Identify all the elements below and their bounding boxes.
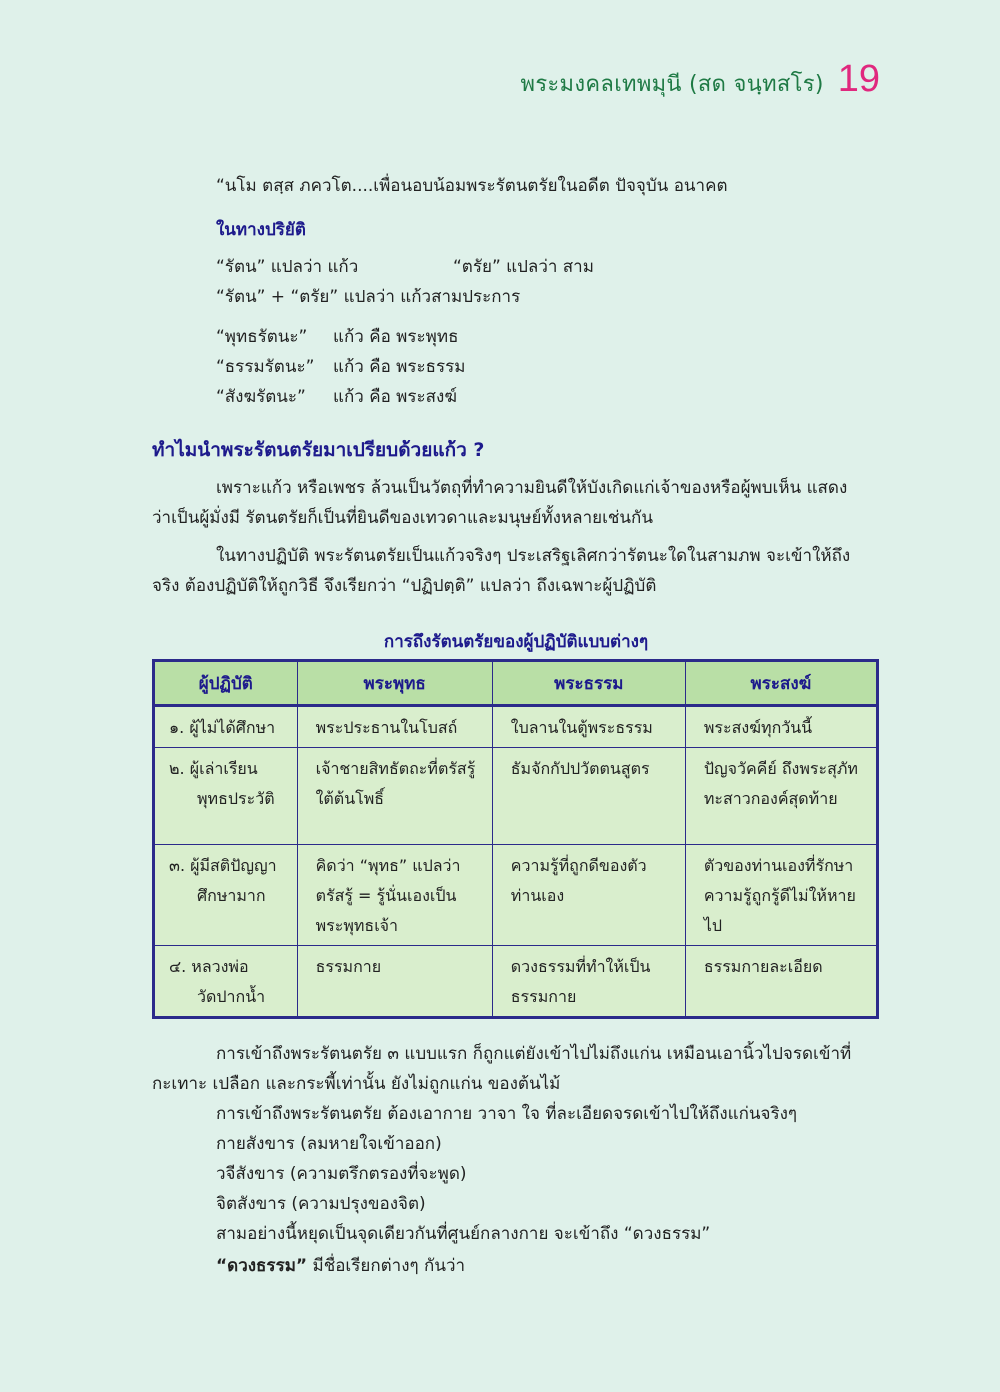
table-header-row <box>154 661 878 706</box>
sangha-cell: ปัญจวัคคีย์ ถึงพระสุภัททะสาวกองค์สุดท้าย <box>685 748 877 845</box>
cell-text: ๓. ผู้มีสติปัญญา <box>169 856 277 875</box>
paragraph-line: จริง ต้องปฏิบัติให้ถูกวิธี จึงเรียกว่า “ปฏิปตฺติ” แปลว่า ถึงเฉพาะผู้ปฏิบัติ <box>152 576 657 596</box>
term-meaning: แก้ว คือ พระสงฆ์ <box>333 387 457 407</box>
term-item: “สังฆรัตนะ” <box>216 387 306 407</box>
paragraph-line: เพราะแก้ว หรือเพชร ล้วนเป็นวัตถุที่ทำความยินดีให้บังเกิดแก่เจ้าของหรือผู้พบเห็น แสดง <box>216 478 848 498</box>
column-header: พระธรรม <box>492 661 685 706</box>
table-row <box>154 845 878 946</box>
paragraph-line: สามอย่างนี้หยุดเป็นจุดเดียวกันที่ศูนย์กลางกาย จะเข้าถึง “ดวงธรรม” <box>216 1224 711 1244</box>
sangha-cell: พระสงฆ์ทุกวันนี้ <box>685 706 877 748</box>
cell-text: ๒. ผู้เล่าเรียน <box>169 759 258 778</box>
paragraph-line: กายสังขาร (ลมหายใจเข้าออก) <box>216 1134 442 1154</box>
definition-trai: “ตรัย” แปลว่า สาม <box>453 257 594 277</box>
table-row <box>154 706 878 748</box>
table-caption: การถึงรัตนตรัยของผู้ปฏิบัติแบบต่างๆ <box>383 632 649 652</box>
table-row <box>154 946 878 1018</box>
sangha-cell: ตัวของท่านเองที่รักษาความรู้ถูกรู้ดีไม่ให้หายไป <box>685 845 877 946</box>
definition-ratana: “รัตน” แปลว่า แก้ว <box>216 257 359 277</box>
line-rest: มีชื่อเรียกต่างๆ กันว่า <box>307 1256 466 1276</box>
dhamma-cell: ดวงธรรมที่ทำให้เป็นธรรมกาย <box>492 946 685 1018</box>
paragraph-line: การเข้าถึงพระรัตนตรัย ๓ แบบแรก ก็ถูกแต่ยังเข้าไปไม่ถึงแก่น เหมือนเอานิ้วไปจรดเข้าที่ <box>216 1044 852 1064</box>
table-row <box>154 748 878 845</box>
practitioner-cell <box>154 946 298 1018</box>
definition-combined: “รัตน” + “ตรัย” แปลว่า แก้วสามประการ <box>216 287 521 307</box>
buddha-cell: คิดว่า “พุทธ” แปลว่าตรัสรู้ = รู้นั่นเองเป็นพระพุทธเจ้า <box>297 845 492 946</box>
section-heading-pariyat: ในทางปริยัติ <box>216 220 306 240</box>
term-item: “พุทธรัตนะ” <box>216 327 308 347</box>
cell-text-cont: วัดปากน้ำ <box>197 987 266 1006</box>
term-meaning: แก้ว คือ พระธรรม <box>333 357 466 377</box>
paragraph-line: ว่าเป็นผู้มั่งมี รัตนตรัยก็เป็นที่ยินดีของเทวดาและมนุษย์ทั้งหลายเช่นกัน <box>152 508 653 528</box>
cell-text-cont: ศึกษามาก <box>197 886 266 905</box>
bold-term: “ดวงธรรม” <box>216 1256 308 1276</box>
cell-text: ๔. หลวงพ่อ <box>169 957 249 976</box>
paragraph-line: จิตสังขาร (ความปรุงของจิต) <box>216 1194 426 1214</box>
cell-text-cont: พุทธประวัติ <box>197 789 275 808</box>
page-header <box>521 58 880 101</box>
term-item: “ธรรมรัตนะ” <box>216 357 315 377</box>
paragraph-line: วจีสังขาร (ความตรึกตรองที่จะพูด) <box>216 1164 467 1184</box>
dhamma-cell: ธัมจักกัปปวัตตนสูตร <box>492 748 685 845</box>
dhamma-cell: ใบลานในตู้พระธรรม <box>492 706 685 748</box>
practitioner-cell <box>154 845 298 946</box>
paragraph-line: ในทางปฏิบัติ พระรัตนตรัยเป็นแก้วจริงๆ ประเสริฐเลิศกว่ารัตนะใดในสามภพ จะเข้าให้ถึง <box>216 546 851 566</box>
page-number: 19 <box>837 58 880 100</box>
section-heading-why: ทำไมนำพระรัตนตรัยมาเปรียบด้วยแก้ว ? <box>152 439 485 461</box>
term-meaning: แก้ว คือ พระพุทธ <box>333 327 459 347</box>
dhamma-cell: ความรู้ที่ถูกดีของตัวท่านเอง <box>492 845 685 946</box>
paragraph-line: การเข้าถึงพระรัตนตรัย ต้องเอากาย วาจา ใจ ที่ละเอียดจรดเข้าไปให้ถึงแก่นจริงๆ <box>216 1104 798 1124</box>
cell-text: ๑. ผู้ไม่ได้ศึกษา <box>169 718 276 737</box>
buddha-cell: พระประธานในโบสถ์ <box>297 706 492 748</box>
practitioner-cell <box>154 748 298 845</box>
practitioner-cell <box>154 706 298 748</box>
comparison-table <box>152 659 879 1019</box>
buddha-cell: เจ้าชายสิทธัตถะที่ตรัสรู้ใต้ต้นโพธิ์ <box>297 748 492 845</box>
column-header: ผู้ปฏิบัติ <box>154 661 298 706</box>
paragraph-line: กะเทาะ เปลือก และกระพี้เท่านั้น ยังไม่ถูกแก่น ของต้นไม้ <box>152 1074 561 1094</box>
running-title: พระมงคลเทพมุนี (สด จนฺทสโร) <box>520 72 824 97</box>
buddha-cell: ธรรมกาย <box>297 946 492 1018</box>
sangha-cell: ธรรมกายละเอียด <box>685 946 877 1018</box>
column-header: พระสงฆ์ <box>685 661 877 706</box>
column-header: พระพุทธ <box>297 661 492 706</box>
intro-line: “นโม ตสฺส ภควโต....เพื่อนอบน้อมพระรัตนตรัยในอดีต ปัจจุบัน อนาคต <box>216 176 728 196</box>
paragraph-line-last <box>216 1256 465 1276</box>
